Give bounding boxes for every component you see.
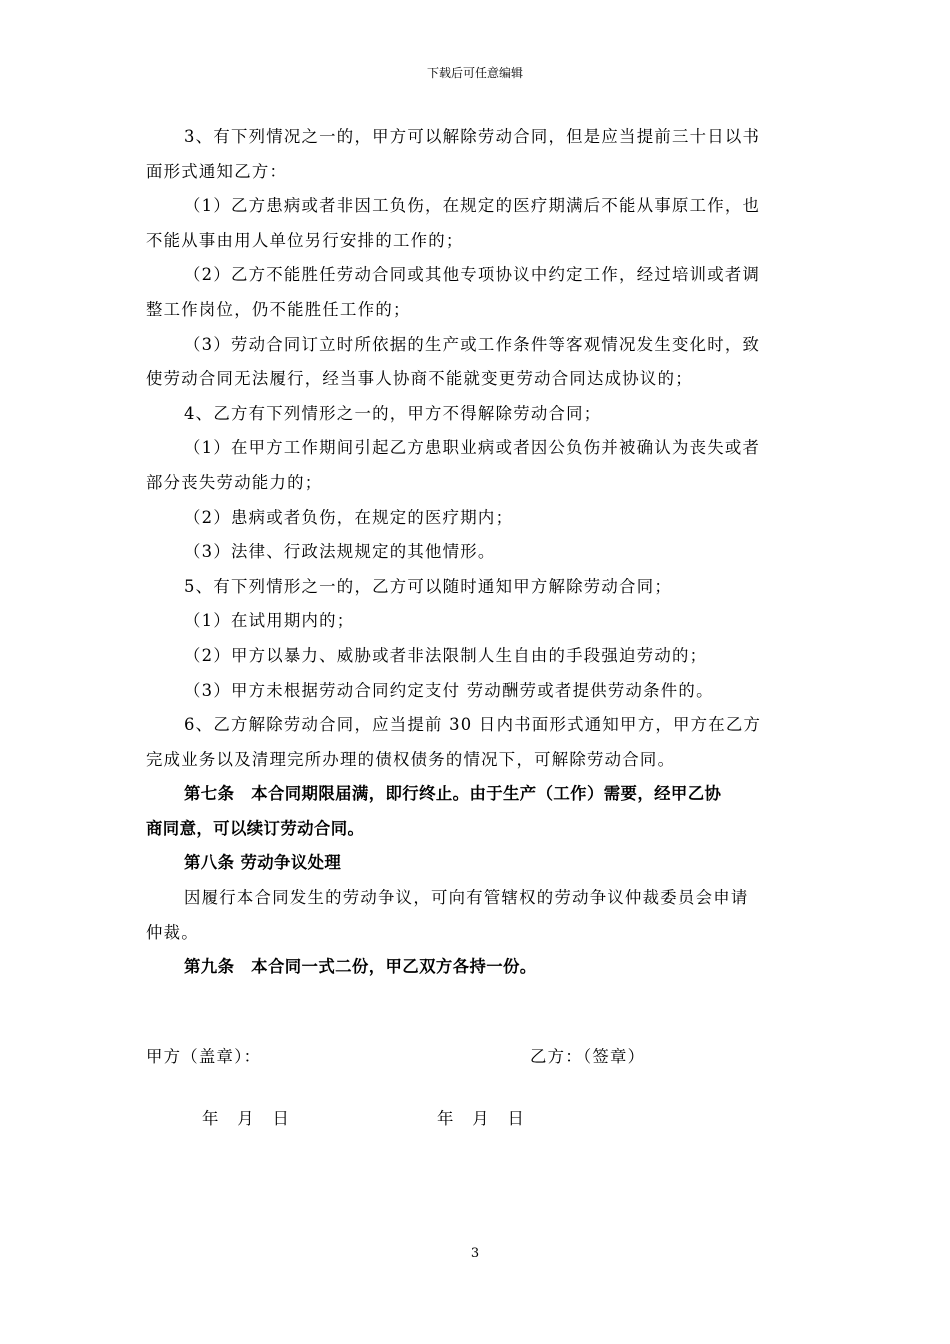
clause-6-item-3-sub-2-cont: 整工作岗位，仍不能胜任工作的；	[146, 299, 411, 319]
clause-6-item-4-sub-3: （3）法律、行政法规规定的其他情形。	[184, 542, 496, 562]
clause-6-item-6: 6、乙方解除劳动合同，应当提前 30 日内书面形式通知甲方，甲方在乙方	[184, 715, 762, 735]
document-body	[146, 120, 806, 985]
clause-6-item-3-sub-1-cont: 不能从事由用人单位另行安排的工作的；	[146, 230, 464, 250]
clause-7-heading: 第七条 本合同期限届满，即行终止。由于生产（工作）需要，经甲乙协	[184, 784, 722, 804]
party-a-date: 年 月 日	[202, 1109, 291, 1128]
clause-6-item-5-sub-3: （3）甲方未根据劳动合同约定支付 劳动酬劳或者提供劳动条件的。	[184, 680, 714, 700]
clause-6-item-5: 5、有下列情形之一的，乙方可以随时通知甲方解除劳动合同；	[184, 576, 672, 596]
clause-6-item-6-cont: 完成业务以及清理完所办理的债权债务的情况下，可解除劳动合同。	[146, 749, 676, 769]
page-number: 3	[470, 1246, 480, 1261]
clause-6-item-4-sub-1: （1）在甲方工作期间引起乙方患职业病或者因公负伤并被确认为丧失或者	[184, 438, 761, 458]
party-a-seal-label: 甲方（盖章）：	[146, 1047, 262, 1066]
clause-6-item-4-sub-1-cont: 部分丧失劳动能力的；	[146, 472, 323, 492]
clause-9-heading: 第九条 本合同一式二份，甲乙双方各持一份。	[184, 957, 537, 977]
clause-6-item-3: 3、有下列情况之一的，甲方可以解除劳动合同，但是应当提前三十日以书	[184, 127, 761, 146]
clause-8-text: 因履行本合同发生的劳动争议，可向有管辖权的劳动争议仲裁委员会申请	[184, 888, 749, 908]
clause-6-item-5-sub-2: （2）甲方以暴力、威胁或者非法限制人生自由的手段强迫劳动的；	[184, 645, 708, 665]
clause-7-heading-cont: 商同意，可以续订劳动合同。	[146, 818, 365, 838]
clause-6-item-4-sub-2: （2）患病或者负伤，在规定的医疗期内；	[184, 507, 514, 527]
clause-6-item-3-cont: 面形式通知乙方：	[146, 161, 288, 181]
party-b-sign-label: 乙方：（签章）	[530, 1047, 646, 1066]
party-b-date: 年 月 日	[437, 1109, 526, 1128]
clause-8-text-cont: 仲裁。	[146, 922, 199, 942]
page-header: 下载后可任意编辑	[426, 66, 523, 80]
clause-6-item-3-sub-3: （3）劳动合同订立时所依据的生产或工作条件等客观情况发生变化时，致	[184, 334, 761, 354]
clause-6-item-3-sub-3-cont: 使劳动合同无法履行，经当事人协商不能就变更劳动合同达成协议的；	[146, 369, 693, 389]
clause-6-item-3-sub-1: （1）乙方患病或者非因工负伤，在规定的医疗期满后不能从事原工作，也	[184, 196, 761, 216]
clause-6-item-5-sub-1: （1）在试用期内的；	[184, 611, 355, 631]
clause-8-heading: 第八条 劳动争议处理	[184, 853, 342, 873]
clause-6-item-4: 4、乙方有下列情形之一的，甲方不得解除劳动合同；	[184, 403, 602, 423]
clause-6-item-3-sub-2: （2）乙方不能胜任劳动合同或其他专项协议中约定工作，经过培训或者调	[184, 265, 761, 285]
